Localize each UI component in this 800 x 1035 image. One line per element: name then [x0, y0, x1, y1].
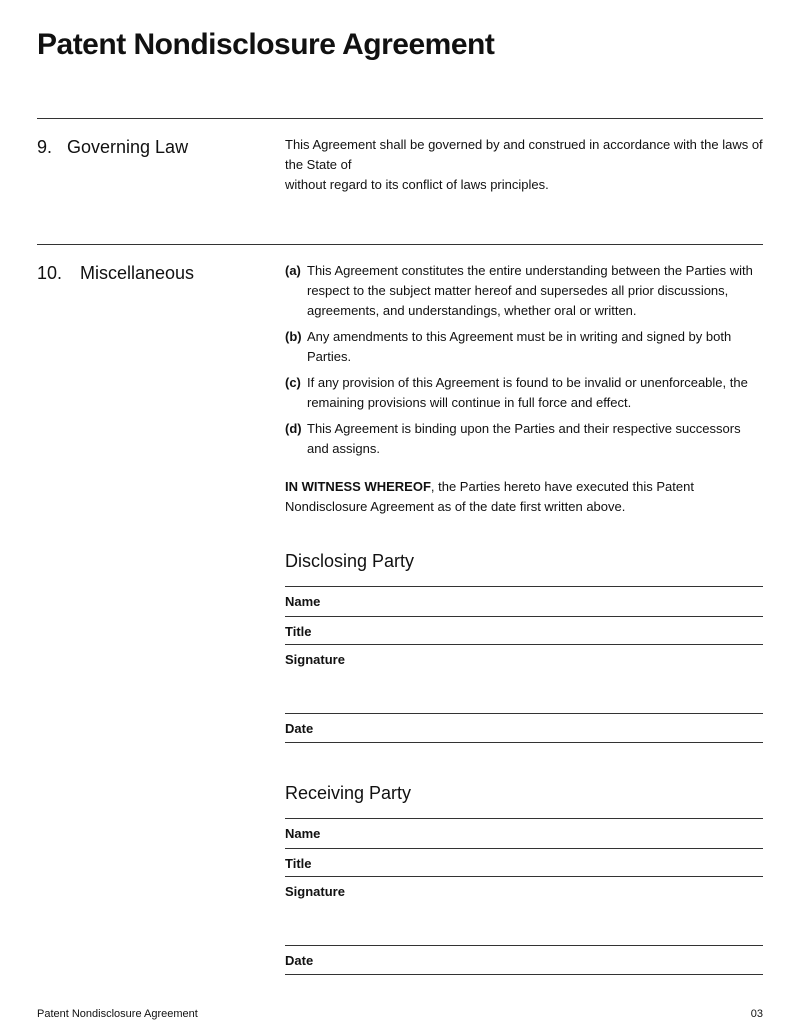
field-label: Name: [285, 594, 321, 609]
receiving-party-heading: Receiving Party: [285, 783, 412, 803]
disclosing-signature-field[interactable]: [285, 644, 763, 713]
receiving-date-field[interactable]: [285, 945, 763, 975]
field-label: Title: [285, 624, 312, 639]
miscellaneous-clauses: [285, 261, 763, 465]
witness-bold: IN WITNESS WHEREOF: [285, 479, 431, 494]
clause-d: [285, 419, 763, 459]
governing-law-line-1: This Agreement shall be governed by and construed in accordance with the laws of the State of: [285, 137, 763, 172]
clause-text: Any amendments to this Agreement must be in writing and signed by both Parties.: [307, 329, 732, 364]
page-title: Patent Nondisclosure Agreement: [37, 28, 495, 61]
clause-label: (b): [285, 329, 302, 344]
field-label: Date: [285, 721, 314, 736]
governing-law-line-2: without regard to its conflict of laws principles.: [285, 177, 549, 192]
clause-label: (c): [285, 375, 301, 390]
section-title: Governing Law: [67, 137, 189, 157]
field-label: Date: [285, 953, 314, 968]
section-heading-governing-law: [37, 137, 188, 158]
clause-b: [285, 327, 763, 367]
witness-text: , the Parties hereto have executed this Patent Nondisclosure Agreement as of the date first written above.: [285, 479, 694, 514]
clause-text: This Agreement constitutes the entire understanding between the Parties with respect to the subject matter hereof and supersedes all prior discussions, agreements, and understandings, whether oral or written.: [307, 263, 753, 318]
clause-text: This Agreement is binding upon the Parties and their respective successors and assigns.: [307, 421, 741, 456]
clause-a: [285, 261, 763, 321]
receiving-signature-field[interactable]: [285, 876, 763, 945]
field-label: Signature: [285, 884, 345, 899]
field-label: Title: [285, 856, 312, 871]
section-divider: [37, 118, 763, 119]
footer-page-number: 03: [750, 1008, 763, 1020]
footer-document-name: Patent Nondisclosure Agreement: [37, 1008, 198, 1020]
section-number: 9.: [37, 137, 53, 157]
receiving-title-field[interactable]: [285, 848, 763, 876]
receiving-name-field[interactable]: [285, 818, 763, 848]
section-divider: [37, 244, 763, 245]
section-heading-miscellaneous: [37, 263, 194, 284]
governing-law-text: [285, 135, 763, 195]
clause-text: If any provision of this Agreement is found to be invalid or unenforceable, the remaining provisions will continue in full force and effect.: [307, 375, 748, 410]
disclosing-name-field[interactable]: [285, 586, 763, 616]
disclosing-date-field[interactable]: [285, 713, 763, 743]
disclosing-title-field[interactable]: [285, 616, 763, 644]
witness-statement: [285, 477, 763, 517]
clause-label: (a): [285, 263, 301, 278]
field-label: Name: [285, 826, 321, 841]
section-number: 10.: [37, 263, 63, 283]
section-title: Miscellaneous: [80, 263, 195, 283]
clause-label: (d): [285, 421, 302, 436]
field-label: Signature: [285, 652, 345, 667]
clause-c: [285, 373, 763, 413]
disclosing-party-heading: Disclosing Party: [285, 551, 415, 571]
